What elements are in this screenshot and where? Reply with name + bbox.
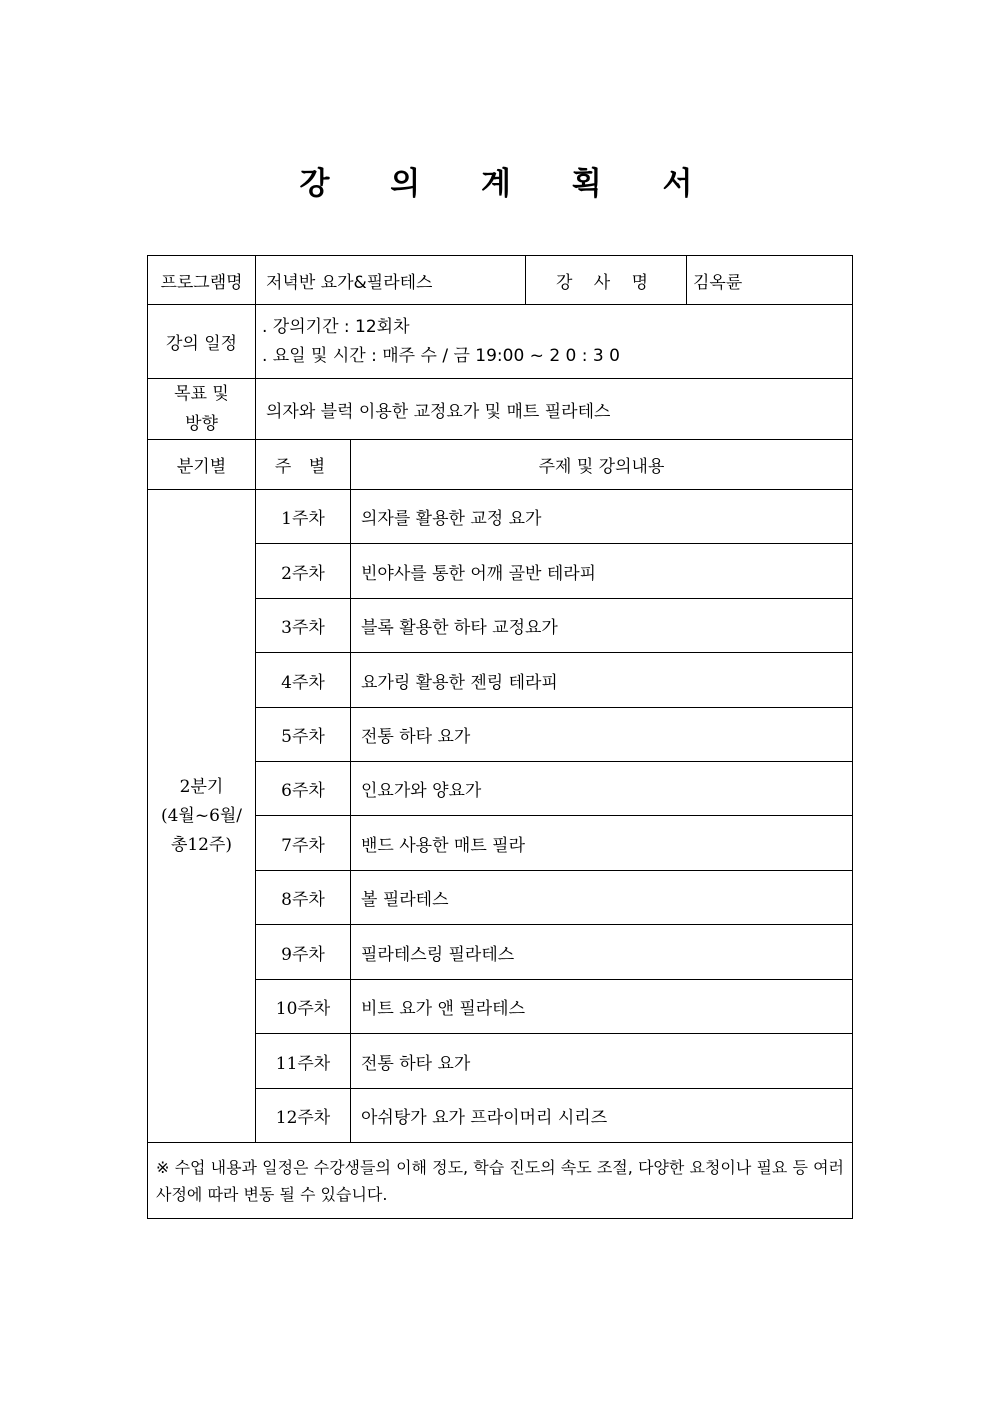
note-row bbox=[148, 1143, 853, 1219]
topic-cell: 빈야사를 통한 어깨 골반 테라피 bbox=[351, 544, 853, 599]
header-quarter: 분기별 bbox=[148, 440, 256, 490]
schedule-label: 강의 일정 bbox=[148, 305, 256, 379]
quarter-cell bbox=[148, 490, 256, 1143]
goal-label-line1: 목표 및 bbox=[174, 384, 229, 404]
instructor-label: 강 사 명 bbox=[526, 256, 687, 305]
program-value: 저녁반 요가&필라테스 bbox=[256, 256, 526, 305]
header-content: 주제 및 강의내용 bbox=[351, 440, 853, 490]
instructor-value: 김옥륜 bbox=[687, 256, 853, 305]
week-cell: 11주차 bbox=[256, 1034, 351, 1089]
week-cell: 5주차 bbox=[256, 708, 351, 762]
schedule-period: . 강의기간 : 12회차 bbox=[262, 316, 410, 337]
document-title: 강 의 계 획 서 bbox=[299, 166, 718, 202]
topic-cell: 필라테스링 필라테스 bbox=[351, 925, 853, 980]
topic-cell: 블록 활용한 하타 교정요가 bbox=[351, 599, 853, 653]
week-cell: 1주차 bbox=[256, 490, 351, 544]
week-cell: 9주차 bbox=[256, 925, 351, 980]
header-week: 주 별 bbox=[256, 440, 351, 490]
program-label: 프로그램명 bbox=[148, 256, 256, 305]
quarter-line1: 2분기 bbox=[179, 776, 224, 797]
quarter-line2: (4월~6월/ bbox=[160, 805, 243, 826]
goal-value: 의자와 블럭 이용한 교정요가 및 매트 필라테스 bbox=[256, 379, 853, 440]
week-cell: 7주차 bbox=[256, 816, 351, 871]
schedule-row bbox=[148, 305, 853, 379]
schedule-time: . 요일 및 시간 : 매주 수 / 금 19:00 ~ 2 0 : 3 0 bbox=[262, 345, 620, 366]
goal-label bbox=[148, 379, 256, 440]
goal-row bbox=[148, 379, 853, 440]
goal-label-line2: 방향 bbox=[185, 414, 218, 434]
quarter-line3: 총12주) bbox=[170, 834, 233, 855]
weekly-header-row bbox=[148, 440, 853, 490]
program-row bbox=[148, 256, 853, 305]
week-cell: 6주차 bbox=[256, 762, 351, 816]
footer-note: ※ 수업 내용과 일정은 수강생들의 이해 정도, 학습 진도의 속도 조절, 다양한 요청이나 필요 등 여러 사정에 따라 변동 될 수 있습니다. bbox=[148, 1143, 853, 1219]
week-cell: 8주차 bbox=[256, 871, 351, 925]
table-row bbox=[148, 490, 853, 544]
week-cell: 12주차 bbox=[256, 1089, 351, 1143]
schedule-value bbox=[256, 305, 853, 379]
topic-cell: 인요가와 양요가 bbox=[351, 762, 853, 816]
week-cell: 3주차 bbox=[256, 599, 351, 653]
topic-cell: 비트 요가 앤 필라테스 bbox=[351, 980, 853, 1034]
topic-cell: 밴드 사용한 매트 필라 bbox=[351, 816, 853, 871]
topic-cell: 볼 필라테스 bbox=[351, 871, 853, 925]
topic-cell: 전통 하타 요가 bbox=[351, 708, 853, 762]
topic-cell: 요가링 활용한 젠링 테라피 bbox=[351, 653, 853, 708]
week-cell: 10주차 bbox=[256, 980, 351, 1034]
week-cell: 4주차 bbox=[256, 653, 351, 708]
topic-cell: 의자를 활용한 교정 요가 bbox=[351, 490, 853, 544]
topic-cell: 아쉬탕가 요가 프라이머리 시리즈 bbox=[351, 1089, 853, 1143]
lecture-plan-table bbox=[147, 255, 853, 1219]
week-cell: 2주차 bbox=[256, 544, 351, 599]
topic-cell: 전통 하타 요가 bbox=[351, 1034, 853, 1089]
